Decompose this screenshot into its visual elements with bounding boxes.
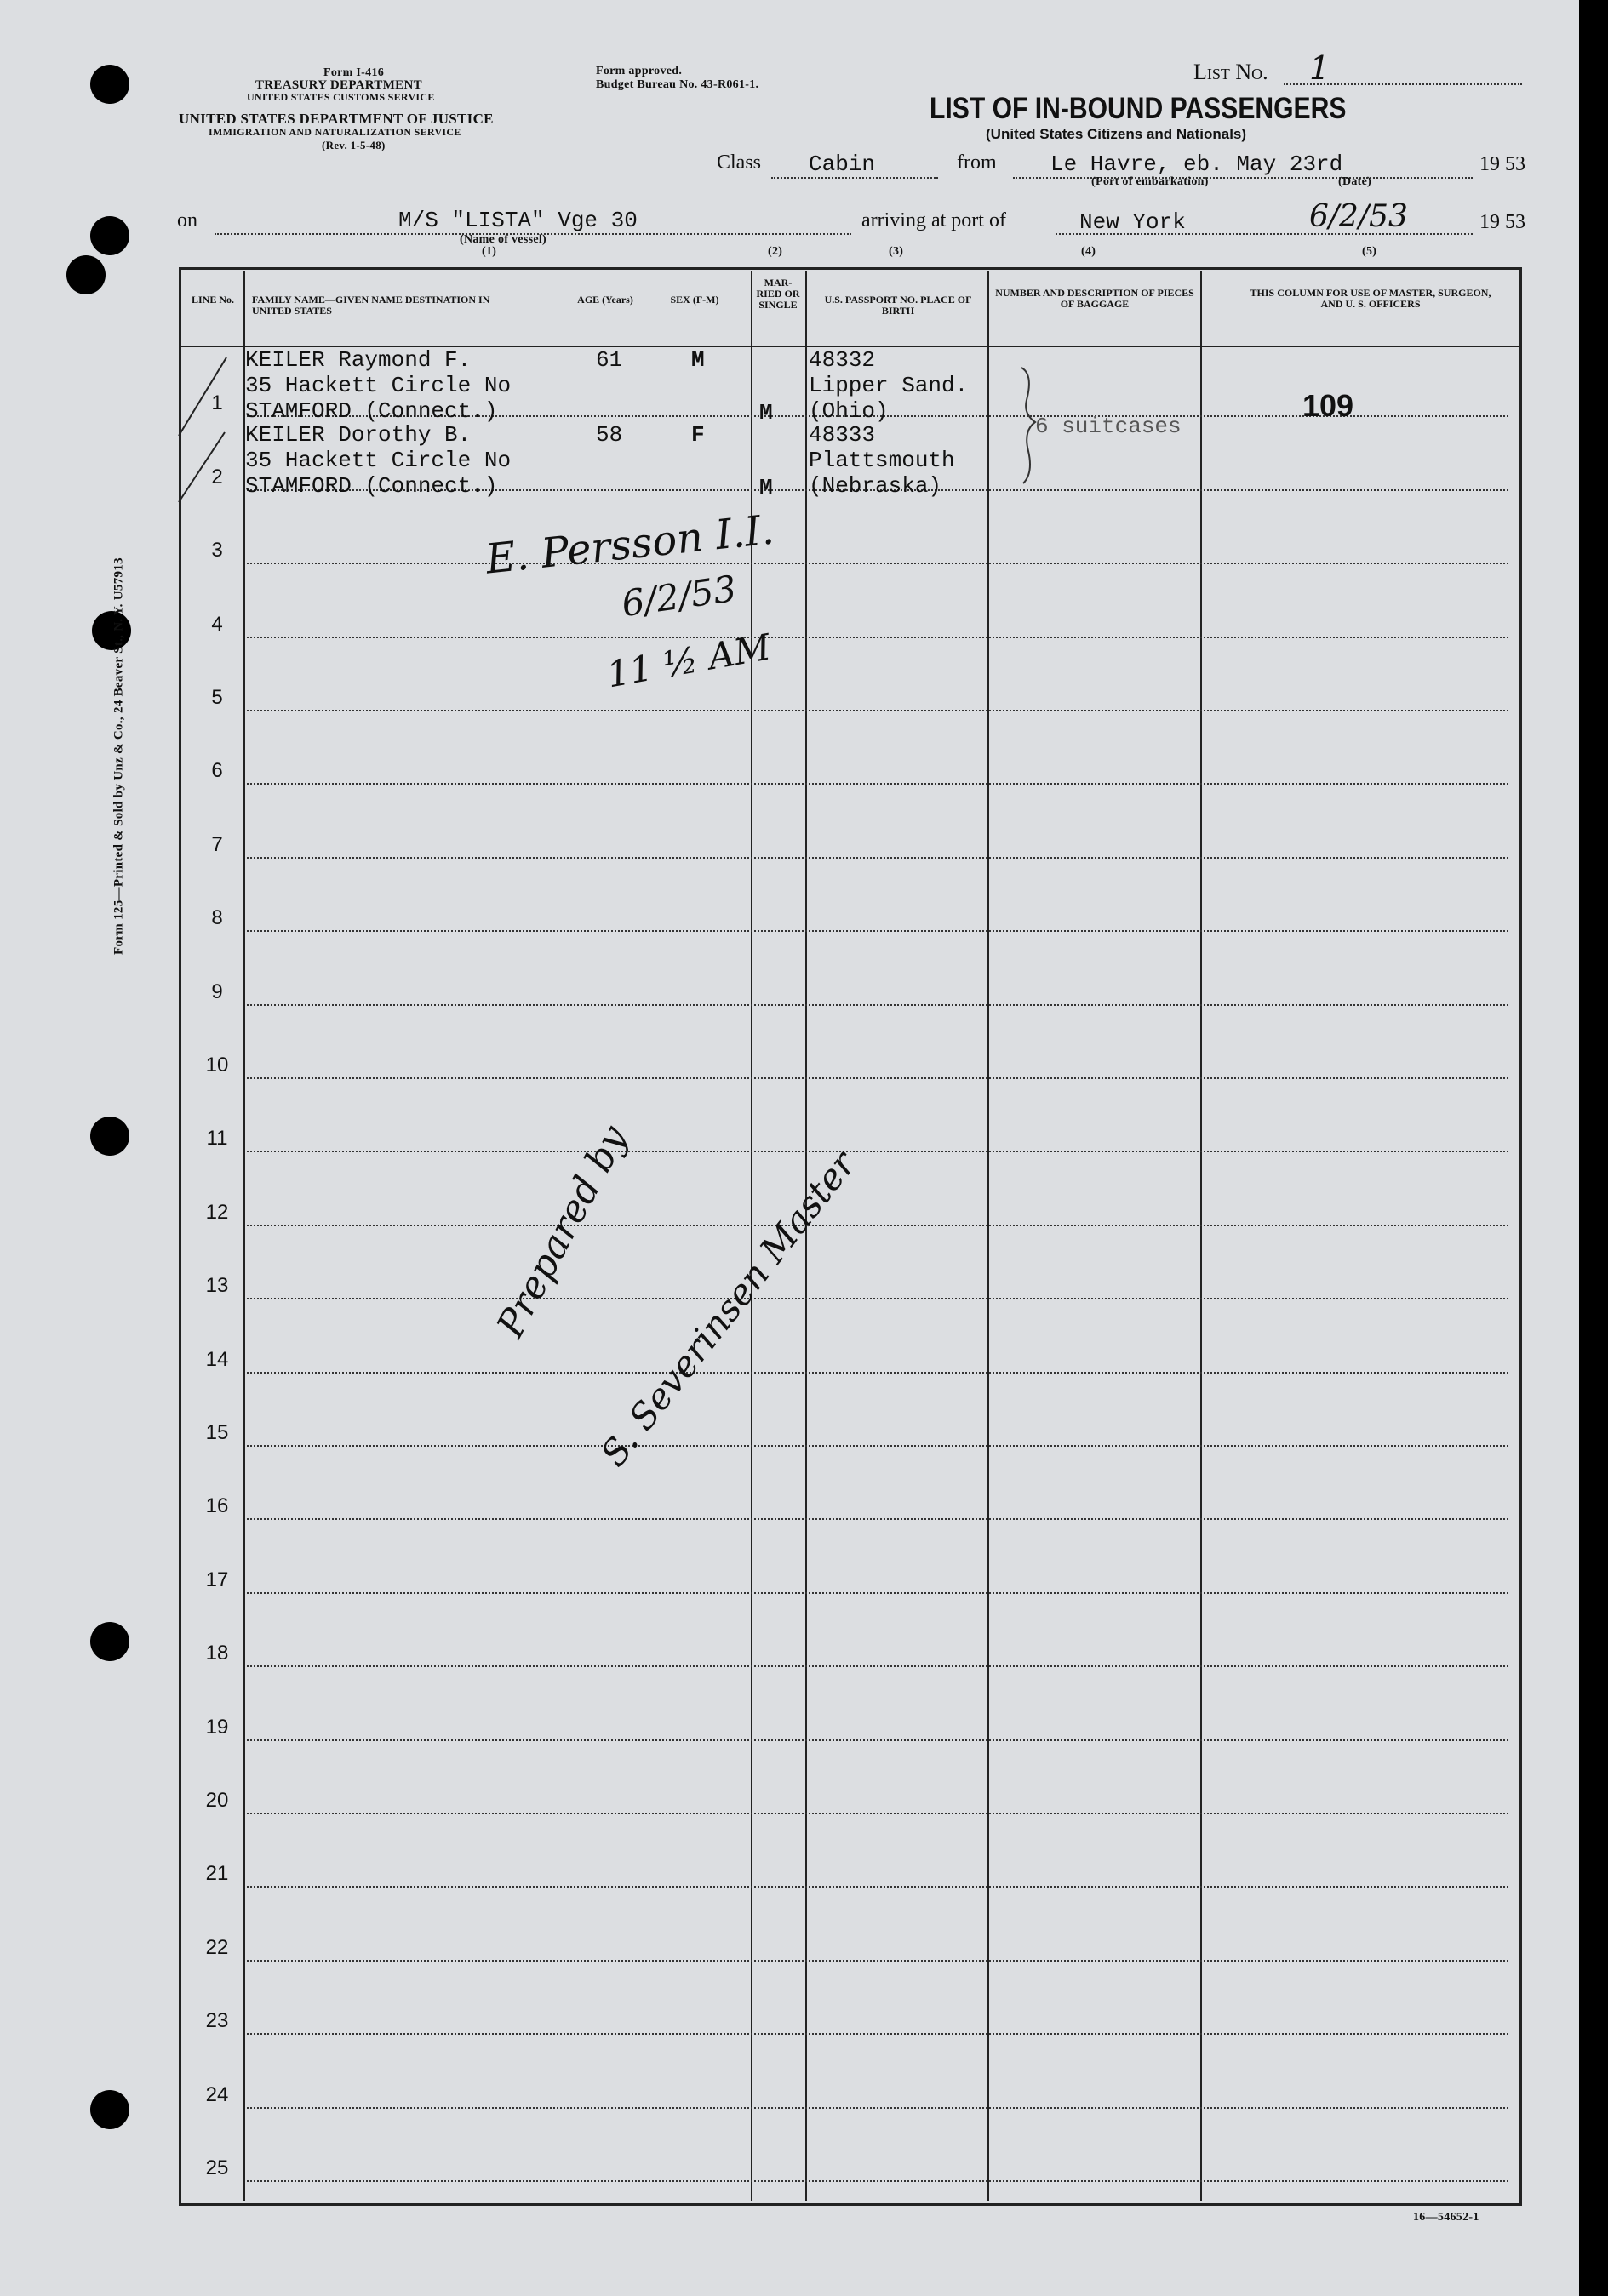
table-row xyxy=(247,1592,1508,1594)
col-divider xyxy=(1200,271,1202,2201)
row-number: 15 xyxy=(205,1421,229,1444)
col-number-5: (5) xyxy=(1362,245,1377,258)
col-number-4: (4) xyxy=(1081,245,1096,258)
passenger-1-sex: M xyxy=(691,347,705,373)
col-header-passport: U.S. PASSPORT NO. PLACE OF BIRTH xyxy=(824,294,972,317)
table-row xyxy=(247,1077,1508,1079)
table-row xyxy=(247,1665,1508,1667)
table-row xyxy=(247,1739,1508,1741)
table-row xyxy=(247,2033,1508,2035)
ins-service: IMMIGRATION AND NATURALIZATION SERVICE xyxy=(209,126,461,138)
master-signature: S. Severinsen Master xyxy=(592,1143,864,1475)
officer-note: 109 xyxy=(1302,388,1354,423)
binder-hole xyxy=(66,255,106,294)
table-row xyxy=(247,857,1508,859)
table-row xyxy=(247,1445,1508,1447)
prepared-by: Prepared by xyxy=(489,1118,637,1345)
table-row xyxy=(247,783,1508,785)
row-number: 19 xyxy=(205,1715,229,1739)
table-row xyxy=(247,1225,1508,1226)
class-line xyxy=(771,177,938,179)
year-2: 19 53 xyxy=(1479,211,1525,233)
row-number: 5 xyxy=(211,686,223,709)
year-1: 19 53 xyxy=(1479,153,1525,175)
table-row xyxy=(247,1813,1508,1814)
passenger-2-city: STAMFORD (Connect.) xyxy=(245,473,498,499)
col-header-married: MAR- RIED OR SINGLE xyxy=(756,277,800,311)
footer-code: 16—54652-1 xyxy=(1413,2211,1479,2224)
binder-hole xyxy=(90,2090,129,2129)
passenger-1-birth-city: Lipper Sand. xyxy=(809,373,969,398)
col-divider xyxy=(987,271,989,2201)
vessel-value: M/S "LISTA" Vge 30 xyxy=(398,208,638,233)
table-row xyxy=(247,1960,1508,1962)
binder-hole xyxy=(90,1117,129,1156)
passenger-2-name: KEILER Dorothy B. xyxy=(245,422,472,448)
treasury-dept: TREASURY DEPARTMENT xyxy=(255,78,422,92)
form-number: Form I-416 xyxy=(323,66,385,79)
binder-hole xyxy=(90,216,129,255)
row-number: 16 xyxy=(205,1494,229,1518)
table-row xyxy=(247,637,1508,638)
col-header-baggage: NUMBER AND DESCRIPTION OF PIECES OF BAGGAGE xyxy=(995,287,1194,310)
table-row xyxy=(247,563,1508,564)
inspection-time: 11 ½ AM xyxy=(604,625,774,696)
passenger-1-city: STAMFORD (Connect.) xyxy=(245,398,498,424)
passenger-2-age: 58 xyxy=(596,422,623,448)
col-number-3: (3) xyxy=(889,245,904,258)
col-number-1: (1) xyxy=(482,245,497,258)
col-header-name: FAMILY NAME—GIVEN NAME DESTINATION IN UNITED STATES xyxy=(252,294,490,317)
table-row xyxy=(247,1004,1508,1006)
page-title: LIST OF IN-BOUND PASSENGERS xyxy=(930,92,1347,125)
row-number: 10 xyxy=(205,1054,229,1077)
passenger-2-married: M xyxy=(759,475,773,500)
col-divider xyxy=(243,271,245,2201)
passenger-2-passport: 48333 xyxy=(809,422,876,448)
table-row xyxy=(247,2107,1508,2109)
from-line xyxy=(1013,177,1473,179)
list-no-label: List No. xyxy=(1193,60,1268,84)
col-header-officers: THIS COLUMN FOR USE OF MASTER, SURGEON, AND U. S. OFFICERS xyxy=(1250,287,1491,310)
row-number: 25 xyxy=(205,2156,229,2179)
row-number: 21 xyxy=(205,1862,229,1886)
binder-hole xyxy=(90,1622,129,1661)
passenger-2-sex: F xyxy=(691,422,705,448)
row-number: 9 xyxy=(211,980,223,1003)
passenger-1-age: 61 xyxy=(596,347,623,373)
table-row xyxy=(247,930,1508,932)
row-number: 11 xyxy=(206,1127,228,1151)
page-subtitle: (United States Citizens and Nationals) xyxy=(986,126,1247,142)
passenger-2-birth-city: Plattsmouth xyxy=(809,448,955,473)
row-number: 17 xyxy=(205,1568,229,1591)
inspection-date: 6/2/53 xyxy=(619,567,739,625)
baggage-note: 6 suitcases xyxy=(1035,414,1182,439)
table-row xyxy=(247,1518,1508,1520)
table-row xyxy=(247,1372,1508,1374)
row-number: 3 xyxy=(211,539,223,563)
check-mark-icon xyxy=(175,351,235,504)
col-header-line-no: LINE No. xyxy=(191,294,234,306)
binder-hole xyxy=(90,65,129,104)
passenger-1-name: KEILER Raymond F. xyxy=(245,347,472,373)
col-divider xyxy=(751,271,752,2201)
passenger-1-passport: 48332 xyxy=(809,347,876,373)
arrival-date: 6/2/53 xyxy=(1309,199,1408,234)
printer-side-text: Form 125—Printed & Sold by Unz & Co., 24 Beaver St., N. Y. U57913 xyxy=(112,557,126,955)
row-number: 2 xyxy=(211,465,223,488)
table-row xyxy=(247,1886,1508,1888)
from-value: Le Havre, eb. May 23rd xyxy=(1050,151,1343,177)
passenger-2-birth-state: (Nebraska) xyxy=(809,473,942,499)
row-number: 13 xyxy=(205,1274,229,1298)
arrival-port: New York xyxy=(1079,209,1186,235)
inspector-signature: E. Persson I.I. xyxy=(484,505,776,584)
passenger-1-birth-state: (Ohio) xyxy=(809,398,889,424)
form-approved: Form approved. xyxy=(596,65,683,77)
from-label: from xyxy=(957,151,997,174)
revision: (Rev. 1-5-48) xyxy=(322,139,386,151)
row-number: 8 xyxy=(211,906,223,930)
vessel-caption: (Name of vessel) xyxy=(460,233,546,246)
row-number: 6 xyxy=(211,759,223,783)
row-number: 22 xyxy=(205,1935,229,1959)
row-number: 7 xyxy=(211,832,223,856)
passenger-2-address: 35 Hackett Circle No xyxy=(245,448,512,473)
col-number-2: (2) xyxy=(768,245,783,258)
row-number: 18 xyxy=(205,1642,229,1665)
port-embark-caption: (Port of embarkation) xyxy=(1091,175,1209,188)
budget-bureau: Budget Bureau No. 43-R061-1. xyxy=(596,78,759,91)
arriving-label: arriving at port of xyxy=(861,209,1006,231)
row-number: 4 xyxy=(211,612,223,636)
row-number: 24 xyxy=(205,2082,229,2106)
table-row xyxy=(247,1151,1508,1152)
table-row xyxy=(247,2180,1508,2182)
date-caption: (Date) xyxy=(1338,175,1372,188)
col-header-age: AGE (Years) xyxy=(577,294,633,306)
justice-dept: UNITED STATES DEPARTMENT OF JUSTICE xyxy=(179,111,494,127)
row-number: 1 xyxy=(211,391,223,415)
table-row xyxy=(247,710,1508,711)
list-no-value: 1 xyxy=(1309,49,1330,87)
row-number: 12 xyxy=(205,1200,229,1224)
col-header-sex: SEX (F-M) xyxy=(670,294,719,306)
class-label: Class xyxy=(717,151,762,174)
customs-service: UNITED STATES CUSTOMS SERVICE xyxy=(247,91,435,103)
row-number: 14 xyxy=(205,1347,229,1371)
on-label: on xyxy=(177,209,197,231)
row-number: 23 xyxy=(205,2009,229,2033)
passenger-1-married: M xyxy=(759,400,773,426)
passenger-table xyxy=(179,267,1522,2206)
table-row xyxy=(247,1298,1508,1299)
passenger-1-address: 35 Hackett Circle No xyxy=(245,373,512,398)
class-value: Cabin xyxy=(809,151,876,177)
row-number: 20 xyxy=(205,1789,229,1812)
